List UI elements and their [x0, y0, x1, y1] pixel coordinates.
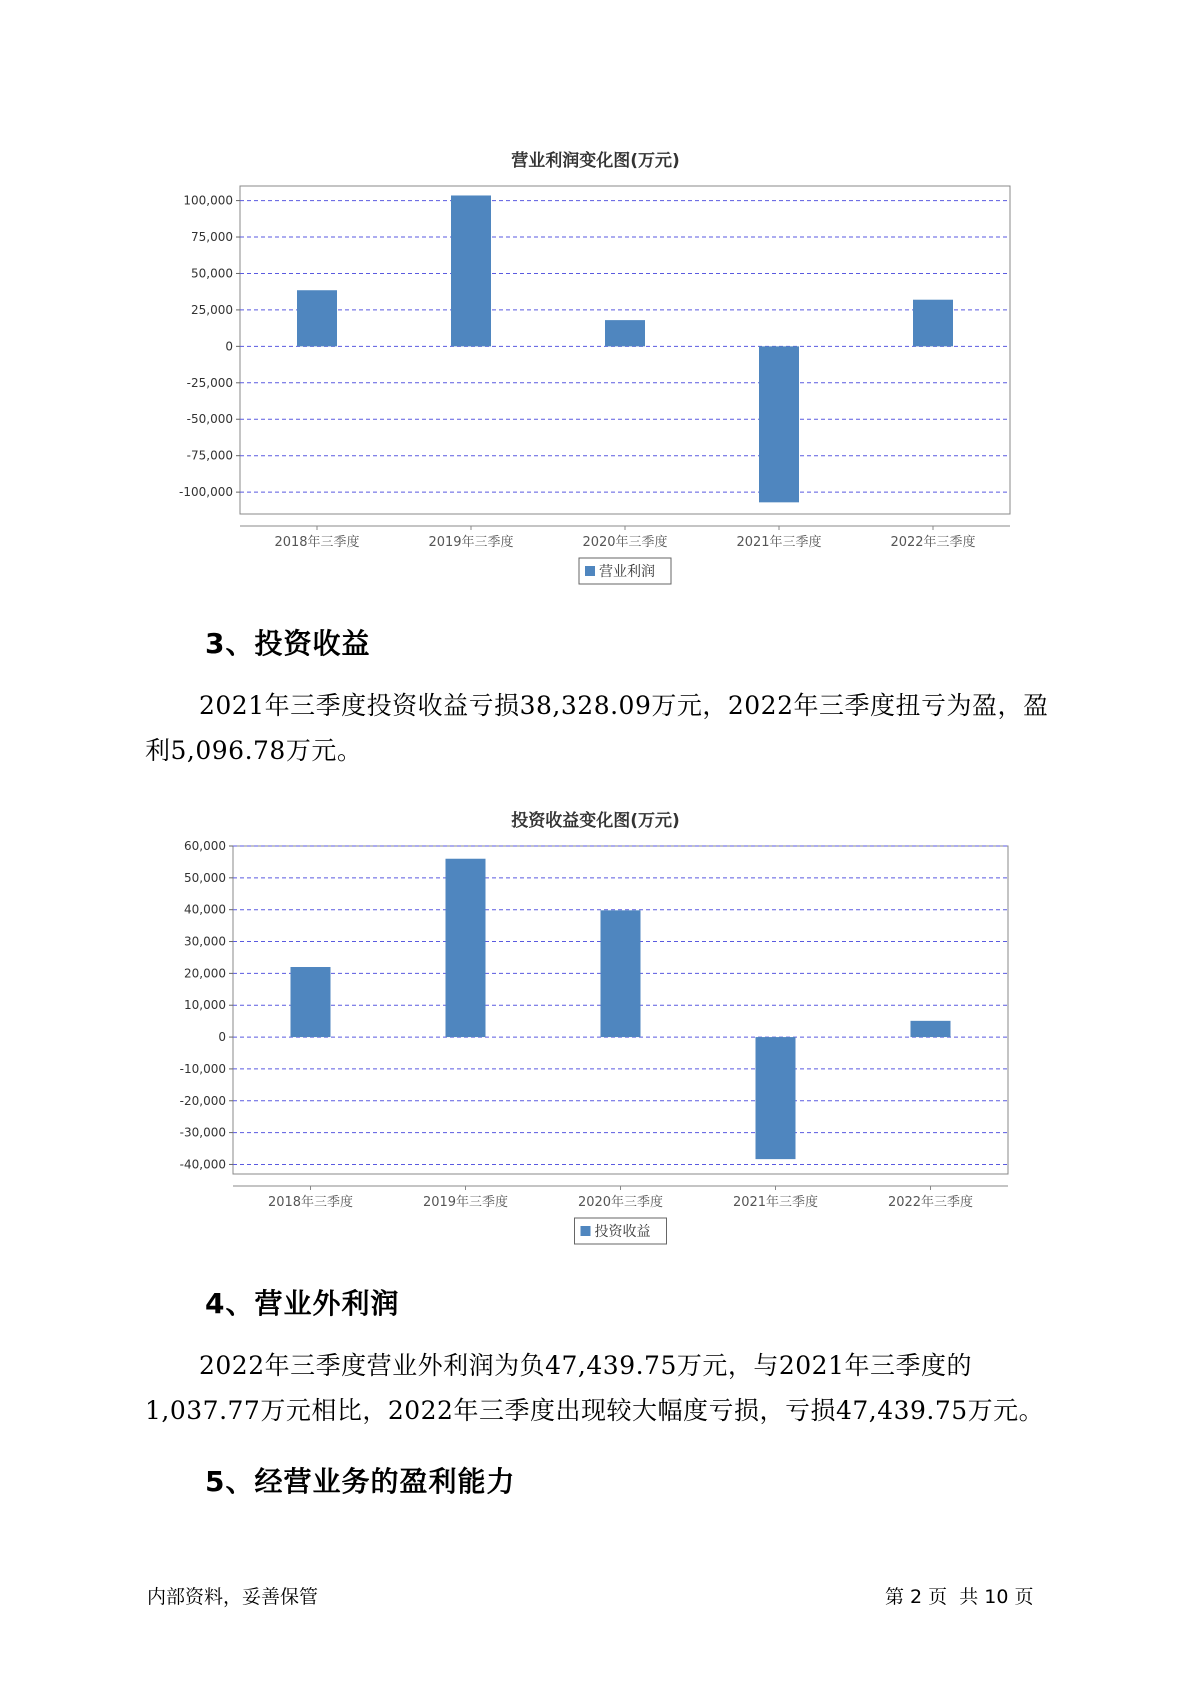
- chart1-bar: [913, 300, 953, 347]
- section3-heading: 3、投资收益: [205, 627, 371, 660]
- chart2-ytick-label: 40,000: [184, 902, 226, 917]
- chart1-bar: [759, 346, 799, 502]
- chart2-ytick-label: -30,000: [179, 1125, 226, 1140]
- footer-page-number: 第 2 页 共 10 页: [885, 1586, 1034, 1608]
- chart1-ytick-label: 25,000: [191, 302, 233, 317]
- chart1-category-label: 2018年三季度: [274, 535, 360, 550]
- chart2-ytick-label: -10,000: [179, 1061, 226, 1076]
- chart1-ytick-label: -25,000: [186, 375, 233, 390]
- chart1-ytick-label: 100,000: [183, 193, 233, 208]
- chart2-ytick-label: 50,000: [184, 870, 226, 885]
- chart1-ytick-label: -50,000: [186, 412, 233, 427]
- chart2-investment-income: [0, 838, 1191, 1258]
- section4-paragraph: 2022年三季度营业外利润为负47,439.75万元，与2021年三季度的1,037.77万元相比，2022年三季度出现较大幅度亏损，亏损47,439.75万元。: [145, 1351, 1045, 1425]
- chart2-ytick-label: 0: [218, 1030, 226, 1045]
- chart1-bar: [297, 290, 337, 346]
- chart2-ytick-label: 60,000: [184, 839, 226, 853]
- chart1-bar: [605, 320, 645, 346]
- section5-heading: 5、经营业务的盈利能力: [205, 1465, 516, 1498]
- chart2-category-label: 2021年三季度: [732, 1195, 819, 1210]
- chart2-category-label: 2020年三季度: [577, 1195, 664, 1210]
- chart1-category-label: 2020年三季度: [582, 535, 668, 550]
- chart2-ytick-label: 10,000: [184, 998, 226, 1013]
- chart1-category-label: 2022年三季度: [890, 535, 976, 550]
- chart1-ytick-label: -75,000: [186, 448, 233, 463]
- chart1-bar: [451, 195, 491, 346]
- chart2-bar: [911, 1021, 951, 1037]
- section3-paragraph: 2021年三季度投资收益亏损38,328.09万元，2022年三季度扭亏为盈，盈利5,096.78万元。: [145, 691, 1049, 765]
- chart1-legend-label: 营业利润: [599, 564, 655, 580]
- chart2-bar: [291, 967, 331, 1037]
- section4-heading: 4、营业外利润: [205, 1287, 400, 1320]
- chart2-legend-swatch: [581, 1226, 591, 1236]
- chart2-ytick-label: 20,000: [184, 966, 226, 981]
- chart2-category-label: 2019年三季度: [422, 1195, 509, 1210]
- chart2-legend-label: 投资收益: [594, 1224, 651, 1240]
- chart2-category-label: 2018年三季度: [267, 1195, 354, 1210]
- chart1-category-label: 2021年三季度: [736, 535, 822, 550]
- chart2-category-label: 2022年三季度: [887, 1195, 974, 1210]
- chart2-ytick-label: -20,000: [179, 1093, 226, 1108]
- chart1-ytick-label: 75,000: [191, 230, 233, 245]
- chart2-bar: [446, 859, 486, 1037]
- chart2-bar: [601, 910, 641, 1037]
- chart2-title: 投资收益变化图(万元): [511, 811, 680, 831]
- chart1-legend-swatch: [585, 566, 595, 576]
- footer-confidential: 内部资料，妥善保管: [147, 1586, 319, 1608]
- chart1-operating-profit: [0, 180, 1191, 600]
- chart1-ytick-label: 0: [225, 339, 233, 354]
- chart2-ytick-label: 30,000: [184, 934, 226, 949]
- chart1-plot-frame: [240, 186, 1010, 514]
- chart1-title: 营业利润变化图(万元): [511, 151, 680, 171]
- chart1-ytick-label: 50,000: [191, 266, 233, 281]
- chart2-ytick-label: -40,000: [179, 1157, 226, 1172]
- chart1-ytick-label: -100,000: [179, 485, 233, 500]
- chart1-category-label: 2019年三季度: [428, 535, 514, 550]
- chart2-bar: [756, 1037, 796, 1159]
